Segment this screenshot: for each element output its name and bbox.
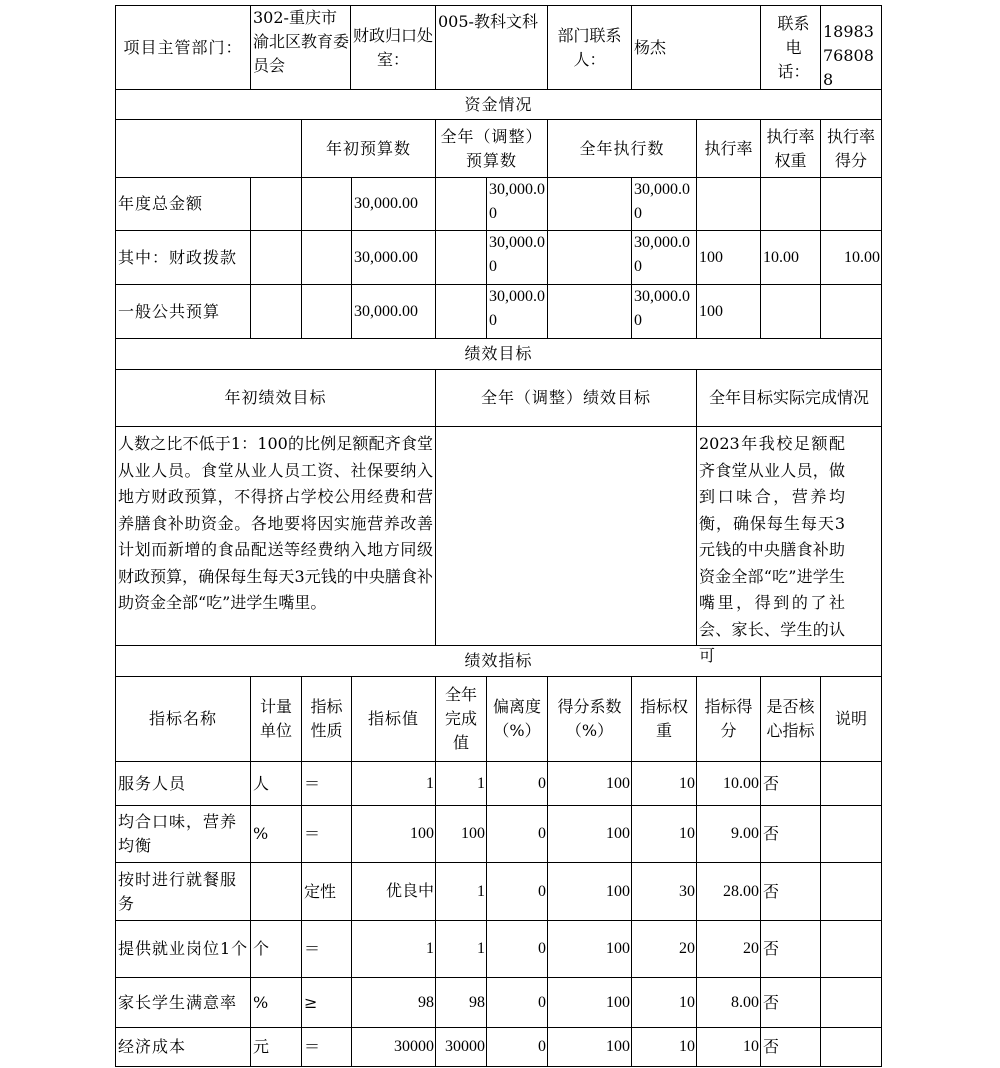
dept-label-text: 项目主管部门：	[123, 37, 243, 57]
indicator-dev-text: 0	[538, 882, 546, 900]
funds-rate-value-text: 100	[699, 302, 723, 320]
ind-col-nature	[301, 676, 352, 762]
indicator-unit-cell	[250, 805, 302, 863]
indicator-value-cell	[351, 920, 436, 978]
indicator-done-cell	[435, 1027, 487, 1067]
indicator-weight-cell	[631, 761, 697, 806]
indicator-core-text: 否	[763, 881, 780, 901]
funds-score-value-text: 10.00	[844, 248, 880, 266]
indicator-nature-cell	[301, 1027, 352, 1067]
indicator-nature-text: ≥	[304, 992, 318, 1012]
ind-col-dev	[486, 676, 548, 762]
indicator-dev-text: 0	[538, 1038, 546, 1055]
funds-row-name	[115, 284, 251, 339]
indicator-core-text: 否	[763, 939, 780, 958]
ind-col-nature-text: 指标性质	[310, 697, 343, 740]
funds-rate-value	[696, 177, 761, 231]
indicator-nature-text: 定性	[304, 881, 337, 901]
finance-office-label-text: 财政归口处室：	[353, 25, 434, 69]
indicator-weight-cell	[631, 1027, 697, 1067]
funds-blank-cell	[547, 230, 632, 285]
ind-col-note-text: 说明	[834, 709, 867, 728]
indicator-dev-cell	[486, 862, 548, 921]
funds-row-name-text: 其中：财政拨款	[118, 247, 238, 267]
funds-score-value	[820, 177, 882, 231]
funds-initial-value	[351, 284, 436, 339]
funds-initial-value-text: 30,000.00	[354, 195, 418, 212]
indicator-coef-text: 100	[606, 940, 630, 957]
indicator-unit-text: 人	[253, 773, 270, 793]
indicator-core-text: 否	[763, 1037, 780, 1056]
indicator-name-text: 提供就业岗位1个	[118, 939, 249, 958]
indicator-coef-text: 100	[606, 825, 630, 842]
indicator-weight-text: 30	[679, 882, 695, 900]
goals-col-initial	[115, 369, 436, 427]
funds-initial-value-text: 30,000.00	[354, 248, 418, 266]
indicator-core-cell	[760, 862, 821, 921]
goals-col-initial-text: 年初绩效目标	[224, 388, 327, 407]
indicator-score-text: 9.00	[731, 825, 759, 842]
funds-score-value	[820, 230, 882, 285]
indicator-dev-text: 0	[538, 993, 546, 1011]
funds-adjusted-value-text: 30,000.00	[489, 181, 545, 222]
funds-col-adjusted-text: 全年（调整）预算数	[440, 126, 543, 170]
indicator-unit-cell	[250, 862, 302, 921]
indicator-score-cell	[696, 1027, 761, 1067]
indicator-name-text: 按时进行就餐服务	[118, 869, 238, 913]
ind-col-weight	[631, 676, 697, 762]
indicator-note-cell	[820, 761, 882, 806]
indicator-unit-cell	[250, 761, 302, 806]
funds-adjusted-value	[486, 177, 548, 231]
funds-adjusted-value-text: 30,000.00	[489, 288, 545, 329]
funds-col-weight	[760, 119, 821, 178]
indicator-coef-cell	[547, 761, 632, 806]
funds-col-initial-text: 年初预算数	[325, 138, 411, 158]
funds-col-weight-text: 执行率权重	[766, 126, 815, 170]
funds-blank-cell	[250, 230, 302, 285]
dept-value-text: 302-重庆市渝北区教育委员会	[253, 8, 350, 75]
indicator-core-cell	[760, 920, 821, 978]
goals-section-title-text: 绩效目标	[464, 344, 533, 363]
funds-section-title-text: 资金情况	[464, 94, 533, 114]
indicator-note-cell	[820, 920, 882, 978]
indicator-dev-text: 0	[538, 774, 546, 792]
funds-blank-cell	[250, 177, 302, 231]
indicator-score-text: 28.00	[723, 882, 759, 900]
ind-col-weight-text: 指标权重	[639, 697, 688, 740]
indicator-value-text: 30000	[394, 1038, 434, 1055]
goals-initial-text	[115, 426, 436, 646]
indicator-done-cell	[435, 862, 487, 921]
phone-label	[760, 5, 821, 90]
indicator-name-cell	[115, 805, 251, 863]
indicator-note-cell	[820, 805, 882, 863]
indicator-score-text: 10.00	[723, 774, 759, 792]
indicators-section-title-text: 绩效指标	[464, 651, 533, 670]
indicator-coef-cell	[547, 805, 632, 863]
funds-initial-value	[351, 177, 436, 231]
goals-col-actual	[696, 369, 882, 427]
indicator-weight-text: 10	[679, 825, 695, 842]
indicator-name-text: 家长学生满意率	[118, 992, 238, 1012]
indicator-done-text: 1	[477, 882, 485, 900]
indicator-done-text: 100	[461, 825, 485, 842]
indicator-dev-cell	[486, 977, 548, 1028]
funds-executed-value	[631, 230, 697, 285]
indicator-nature-cell	[301, 805, 352, 863]
indicator-coef-text: 100	[606, 774, 630, 792]
indicator-dev-text: 0	[538, 940, 546, 957]
goals-col-actual-text: 全年目标实际完成情况	[708, 388, 869, 407]
funds-blank-cell	[250, 284, 302, 339]
indicator-value-text: 优良中	[385, 882, 434, 900]
indicator-name-cell	[115, 1027, 251, 1067]
funds-executed-value-text: 30,000.00	[634, 181, 690, 222]
indicator-name-text: 经济成本	[118, 1037, 187, 1056]
funds-adjusted-value-text: 30,000.00	[489, 234, 545, 275]
indicator-value-cell	[351, 977, 436, 1028]
indicator-dev-cell	[486, 761, 548, 806]
funds-col-score	[820, 119, 882, 178]
indicator-done-text: 98	[469, 993, 485, 1011]
funds-executed-value-text: 30,000.00	[634, 288, 690, 329]
indicator-nature-text: ＝	[304, 939, 321, 958]
ind-col-value	[351, 676, 436, 762]
funds-score-value	[820, 284, 882, 339]
indicator-weight-cell	[631, 977, 697, 1028]
finance-office-value	[435, 5, 548, 90]
indicator-nature-cell	[301, 862, 352, 921]
funds-weight-value-text: 10.00	[763, 248, 799, 266]
funds-blank-cell	[435, 177, 487, 231]
indicator-name-text: 均合口味，营养均衡	[118, 812, 238, 855]
indicator-unit-text: %	[253, 824, 269, 843]
phone-label-text: 联系电话：	[777, 13, 810, 81]
funds-col-executed	[547, 119, 697, 178]
indicator-note-cell	[820, 1027, 882, 1067]
indicator-weight-cell	[631, 862, 697, 921]
indicator-score-text: 8.00	[731, 993, 759, 1011]
ind-col-coef-text: 得分系数（%）	[557, 697, 622, 740]
indicator-nature-cell	[301, 920, 352, 978]
funds-executed-value-text: 30,000.00	[634, 234, 690, 275]
ind-col-name	[115, 676, 251, 762]
funds-col-initial	[301, 119, 436, 178]
indicator-nature-cell	[301, 977, 352, 1028]
indicator-unit-text: 元	[253, 1037, 270, 1056]
funds-blank-cell	[435, 284, 487, 339]
ind-col-core	[760, 676, 821, 762]
funds-row-name-text: 一般公共预算	[118, 301, 221, 321]
dept-value	[250, 5, 351, 90]
indicator-weight-text: 10	[679, 774, 695, 792]
indicator-nature-text: ＝	[304, 824, 321, 843]
indicator-unit-text: 个	[253, 939, 270, 958]
funds-header-blank	[115, 119, 302, 178]
goals-section-title	[115, 338, 882, 370]
goals-col-adjusted-text: 全年（调整）绩效目标	[480, 388, 651, 407]
indicator-name-cell	[115, 920, 251, 978]
indicator-done-cell	[435, 761, 487, 806]
indicators-section-title	[115, 645, 882, 677]
funds-rate-value	[696, 230, 761, 285]
indicator-value-cell	[351, 805, 436, 863]
indicator-core-cell	[760, 805, 821, 863]
indicator-done-cell	[435, 805, 487, 863]
indicator-coef-text: 100	[606, 882, 630, 900]
indicator-coef-cell	[547, 862, 632, 921]
indicator-value-text: 1	[426, 774, 434, 792]
funds-section-title	[115, 89, 882, 120]
indicator-nature-text: ＝	[304, 1037, 321, 1056]
funds-rate-value	[696, 284, 761, 339]
indicator-weight-text: 10	[679, 1038, 695, 1055]
indicator-score-cell	[696, 920, 761, 978]
indicator-unit-cell	[250, 1027, 302, 1067]
ind-col-done	[435, 676, 487, 762]
funds-adjusted-value	[486, 230, 548, 285]
dept-label	[115, 5, 251, 90]
funds-adjusted-value	[486, 284, 548, 339]
funds-initial-value-text: 30,000.00	[354, 302, 418, 320]
indicator-weight-cell	[631, 805, 697, 863]
indicator-coef-cell	[547, 977, 632, 1028]
indicator-value-text: 1	[426, 940, 434, 957]
funds-blank-cell	[547, 177, 632, 231]
funds-blank-cell	[547, 284, 632, 339]
indicator-score-text: 10	[743, 1038, 759, 1055]
indicator-name-text: 服务人员	[118, 773, 187, 793]
indicator-nature-text: ＝	[304, 773, 321, 793]
indicator-value-cell	[351, 1027, 436, 1067]
finance-office-label	[350, 5, 436, 90]
contact-value	[631, 5, 761, 90]
funds-row-name	[115, 177, 251, 231]
indicator-weight-text: 20	[679, 940, 695, 957]
indicator-name-cell	[115, 977, 251, 1028]
funds-col-rate	[696, 119, 761, 178]
indicator-unit-text: %	[253, 992, 269, 1012]
indicator-name-cell	[115, 761, 251, 806]
indicator-done-text: 30000	[445, 1038, 485, 1055]
indicator-done-cell	[435, 920, 487, 978]
indicator-value-text: 98	[418, 993, 434, 1011]
ind-col-score	[696, 676, 761, 762]
indicator-dev-cell	[486, 805, 548, 863]
funds-weight-value	[760, 284, 821, 339]
finance-office-value-text: 005-教科文科	[438, 12, 538, 31]
indicator-coef-cell	[547, 920, 632, 978]
goals-col-adjusted	[435, 369, 697, 427]
funds-rate-value-text: 100	[699, 248, 723, 266]
funds-row-name	[115, 230, 251, 285]
indicator-weight-cell	[631, 920, 697, 978]
funds-initial-value	[351, 230, 436, 285]
indicator-name-cell	[115, 862, 251, 921]
indicator-core-text: 否	[763, 773, 780, 793]
indicator-unit-cell	[250, 977, 302, 1028]
contact-label-text: 部门联系人：	[557, 25, 622, 69]
performance-evaluation-table	[116, 6, 882, 1068]
indicator-core-text: 否	[763, 992, 780, 1012]
indicator-note-cell	[820, 862, 882, 921]
funds-executed-value	[631, 284, 697, 339]
goals-initial-text-content: 人数之比不低于1：100的比例足额配齐食堂从业人员。食堂从业人员工资、社保要纳入地方财政预算，不得挤占学校公用经费和营养膳食补助资金。各地要将因实施营养改善计划而新增的食品配送等经费纳入地方同级财政预算，确保每生每天3元钱的中央膳食补助资金全部“吃”进学生嘴里。	[118, 434, 433, 612]
indicator-dev-text: 0	[538, 825, 546, 842]
phone-value-text: 18983768088	[823, 22, 874, 89]
indicator-score-cell	[696, 761, 761, 806]
funds-blank-cell	[301, 284, 352, 339]
indicator-nature-cell	[301, 761, 352, 806]
funds-weight-value	[760, 230, 821, 285]
funds-col-adjusted	[435, 119, 548, 178]
indicator-core-text: 否	[763, 824, 780, 843]
ind-col-score-text: 指标得分	[704, 697, 753, 740]
goals-adjusted-text	[435, 426, 697, 646]
indicator-score-cell	[696, 977, 761, 1028]
indicator-core-cell	[760, 761, 821, 806]
indicator-done-text: 1	[477, 940, 485, 957]
funds-executed-value	[631, 177, 697, 231]
indicator-value-cell	[351, 761, 436, 806]
phone-value	[820, 5, 882, 90]
goals-actual-text	[696, 426, 882, 665]
indicator-score-cell	[696, 862, 761, 921]
indicator-core-cell	[760, 1027, 821, 1067]
funds-blank-cell	[301, 177, 352, 231]
indicator-done-text: 1	[477, 774, 485, 792]
ind-col-core-text: 是否核心指标	[766, 697, 815, 740]
funds-blank-cell	[435, 230, 487, 285]
indicator-coef-text: 100	[606, 993, 630, 1011]
ind-col-unit	[250, 676, 302, 762]
goals-actual-text-content: 2023年我校足额配齐食堂从业人员，做到口味合，营养均衡，确保每生每天3元钱的中央膳食补助资金全部“吃”进学生嘴里，得到的了社会、家长、学生的认可	[699, 434, 845, 665]
funds-blank-cell	[301, 230, 352, 285]
contact-label	[547, 5, 632, 90]
indicator-note-cell	[820, 977, 882, 1028]
indicator-score-text: 20	[743, 940, 759, 957]
ind-col-note	[820, 676, 882, 762]
funds-col-score-text: 执行率得分	[826, 126, 875, 170]
funds-col-executed-text: 全年执行数	[579, 138, 665, 158]
funds-col-rate-text: 执行率	[704, 138, 753, 158]
indicator-core-cell	[760, 977, 821, 1028]
contact-value-text: 杨杰	[634, 38, 667, 57]
indicator-unit-cell	[250, 920, 302, 978]
ind-col-unit-text: 计量单位	[259, 697, 292, 740]
ind-col-dev-text: 偏离度（%）	[492, 697, 541, 740]
indicator-value-cell	[351, 862, 436, 921]
indicator-dev-cell	[486, 1027, 548, 1067]
funds-row-name-text: 年度总金额	[118, 194, 204, 213]
indicator-coef-cell	[547, 1027, 632, 1067]
ind-col-value-text: 指标值	[367, 709, 419, 728]
indicator-done-cell	[435, 977, 487, 1028]
ind-col-done-text: 全年完成值	[444, 685, 477, 752]
indicator-dev-cell	[486, 920, 548, 978]
indicator-value-text: 100	[410, 825, 434, 842]
indicator-coef-text: 100	[606, 1038, 630, 1055]
ind-col-name-text: 指标名称	[148, 709, 217, 728]
indicator-weight-text: 10	[679, 993, 695, 1011]
ind-col-coef	[547, 676, 632, 762]
funds-weight-value	[760, 177, 821, 231]
indicator-score-cell	[696, 805, 761, 863]
